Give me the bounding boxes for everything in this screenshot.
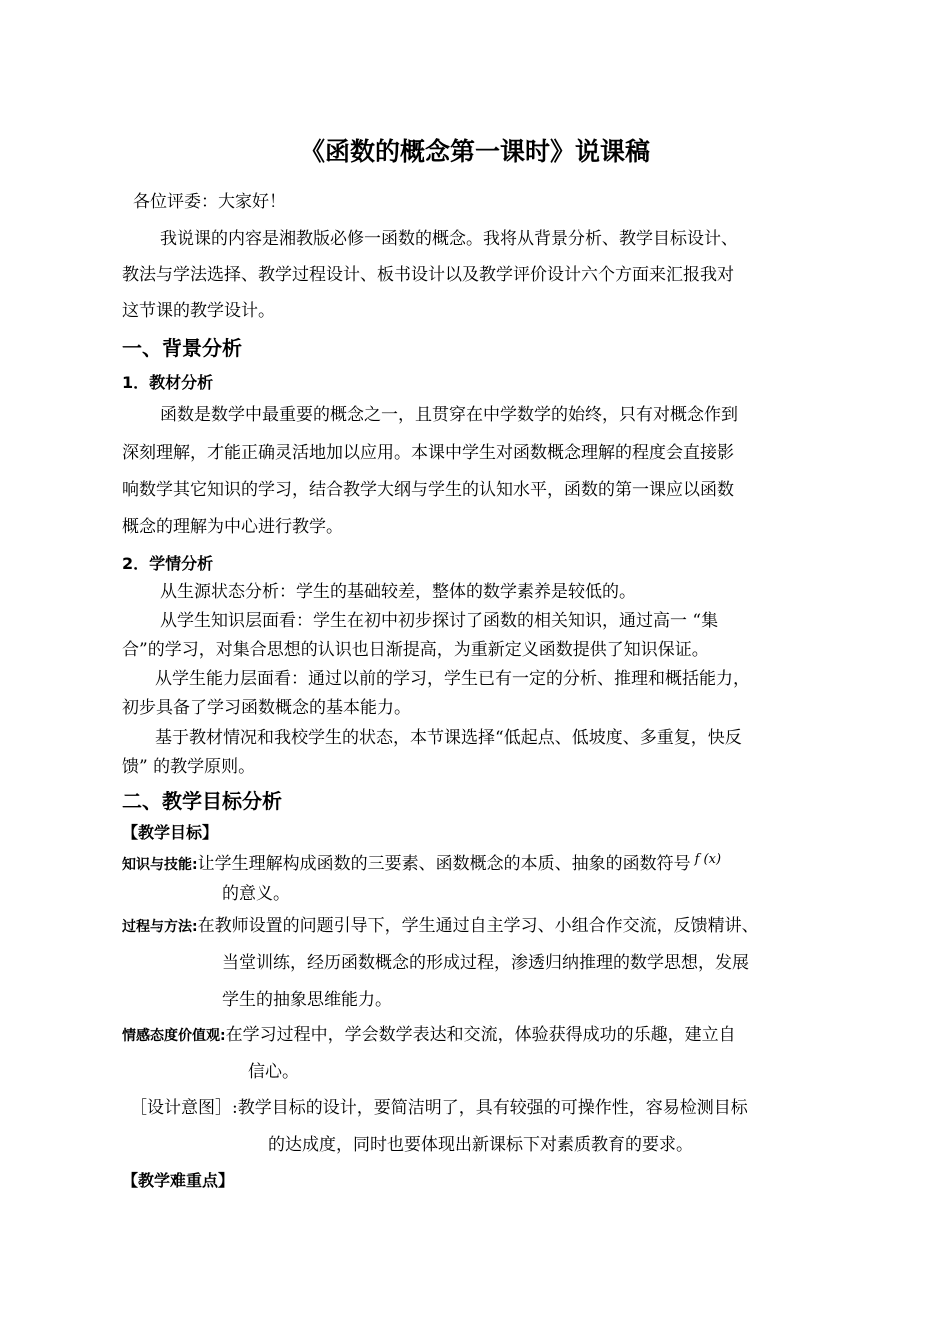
intro-line-1: 我说课的内容是湘教版必修一函数的概念。我将从背景分析、教学目标设计、 — [160, 229, 738, 249]
textbook-line-2: 深刻理解，才能正确灵活地加以应用。本课中学生对函数概念理解的程度会直接影 — [122, 443, 734, 463]
emotion-label: 情感态度价值观: — [122, 1028, 226, 1044]
function-symbol: f (x) — [694, 852, 722, 867]
difficulty-heading: 【教学难重点】 — [122, 1171, 235, 1190]
process-text-1: 在教师设置的问题引导下，学生通过自主学习、小组合作交流，反馈精讲、 — [197, 916, 759, 936]
subsection-textbook-heading: 1．教材分析 — [122, 373, 214, 392]
emotion-line-2: 信心。 — [248, 1062, 299, 1082]
emotion-text-1: 在学习过程中，学会数学表达和交流，体验获得成功的乐趣，建立自 — [225, 1025, 736, 1045]
process-line-3: 学生的抽象思维能力。 — [222, 990, 392, 1010]
knowledge-label: 知识与技能: — [122, 857, 198, 873]
intro-line-2: 教法与学法选择、教学过程设计、板书设计以及教学评价设计六个方面来汇报我对 — [122, 265, 734, 285]
students-line-7: 馈” 的教学原则。 — [122, 757, 256, 777]
knowledge-text: 让学生理解构成函数的三要素、函数概念的本质、抽象的函数符号 — [197, 854, 691, 874]
section-2-heading: 二、教学目标分析 — [122, 789, 282, 813]
textbook-line-1: 函数是数学中最重要的概念之一，且贯穿在中学数学的始终，只有对概念作到 — [160, 405, 738, 425]
students-line-5: 初步具备了学习函数概念的基本能力。 — [122, 698, 411, 718]
process-label: 过程与方法: — [122, 919, 198, 935]
greeting: 各位评委：大家好！ — [133, 192, 286, 212]
students-line-4: 从学生能力层面看：通过以前的学习，学生已有一定的分析、推理和概括能力， — [155, 669, 750, 689]
process-row — [122, 914, 759, 939]
textbook-line-4: 概念的理解为中心进行教学。 — [122, 517, 343, 537]
knowledge-row — [122, 852, 721, 878]
students-line-6: 基于教材情况和我校学生的状态，本节课选择“低起点、低坡度、多重复，快反 — [155, 728, 742, 748]
subsection-students-heading: 2．学情分析 — [122, 554, 214, 573]
intent-label: ［设计意图］: — [130, 1098, 238, 1118]
knowledge-line-2: 的意义。 — [222, 884, 290, 904]
emotion-row — [122, 1023, 736, 1048]
students-line-3: 合”的学习，对集合思想的认识也日渐提高，为重新定义函数提供了知识保证。 — [122, 640, 709, 660]
process-line-2: 当堂训练，经历函数概念的形成过程，渗透归纳推理的数学思想，发展 — [222, 953, 749, 973]
section-1-heading: 一、背景分析 — [122, 336, 242, 360]
intent-line-2: 的达成度，同时也要体现出新课标下对素质教育的要求。 — [268, 1135, 693, 1155]
students-line-1: 从生源状态分析：学生的基础较差，整体的数学素养是较低的。 — [160, 582, 636, 602]
document-title: 《函数的概念第一课时》说课稿 — [299, 137, 650, 166]
intent-text-1: 教学目标的设计，要简洁明了，具有较强的可操作性，容易检测目标 — [237, 1098, 748, 1118]
intent-row — [130, 1096, 748, 1120]
goals-heading: 【教学目标】 — [122, 823, 219, 842]
intro-line-3: 这节课的教学设计。 — [122, 301, 275, 321]
students-line-2: 从学生知识层面看：学生在初中初步探讨了函数的相关知识，通过高一 “集 — [160, 611, 719, 631]
textbook-line-3: 响数学其它知识的学习，结合教学大纲与学生的认知水平，函数的第一课应以函数 — [122, 480, 734, 500]
